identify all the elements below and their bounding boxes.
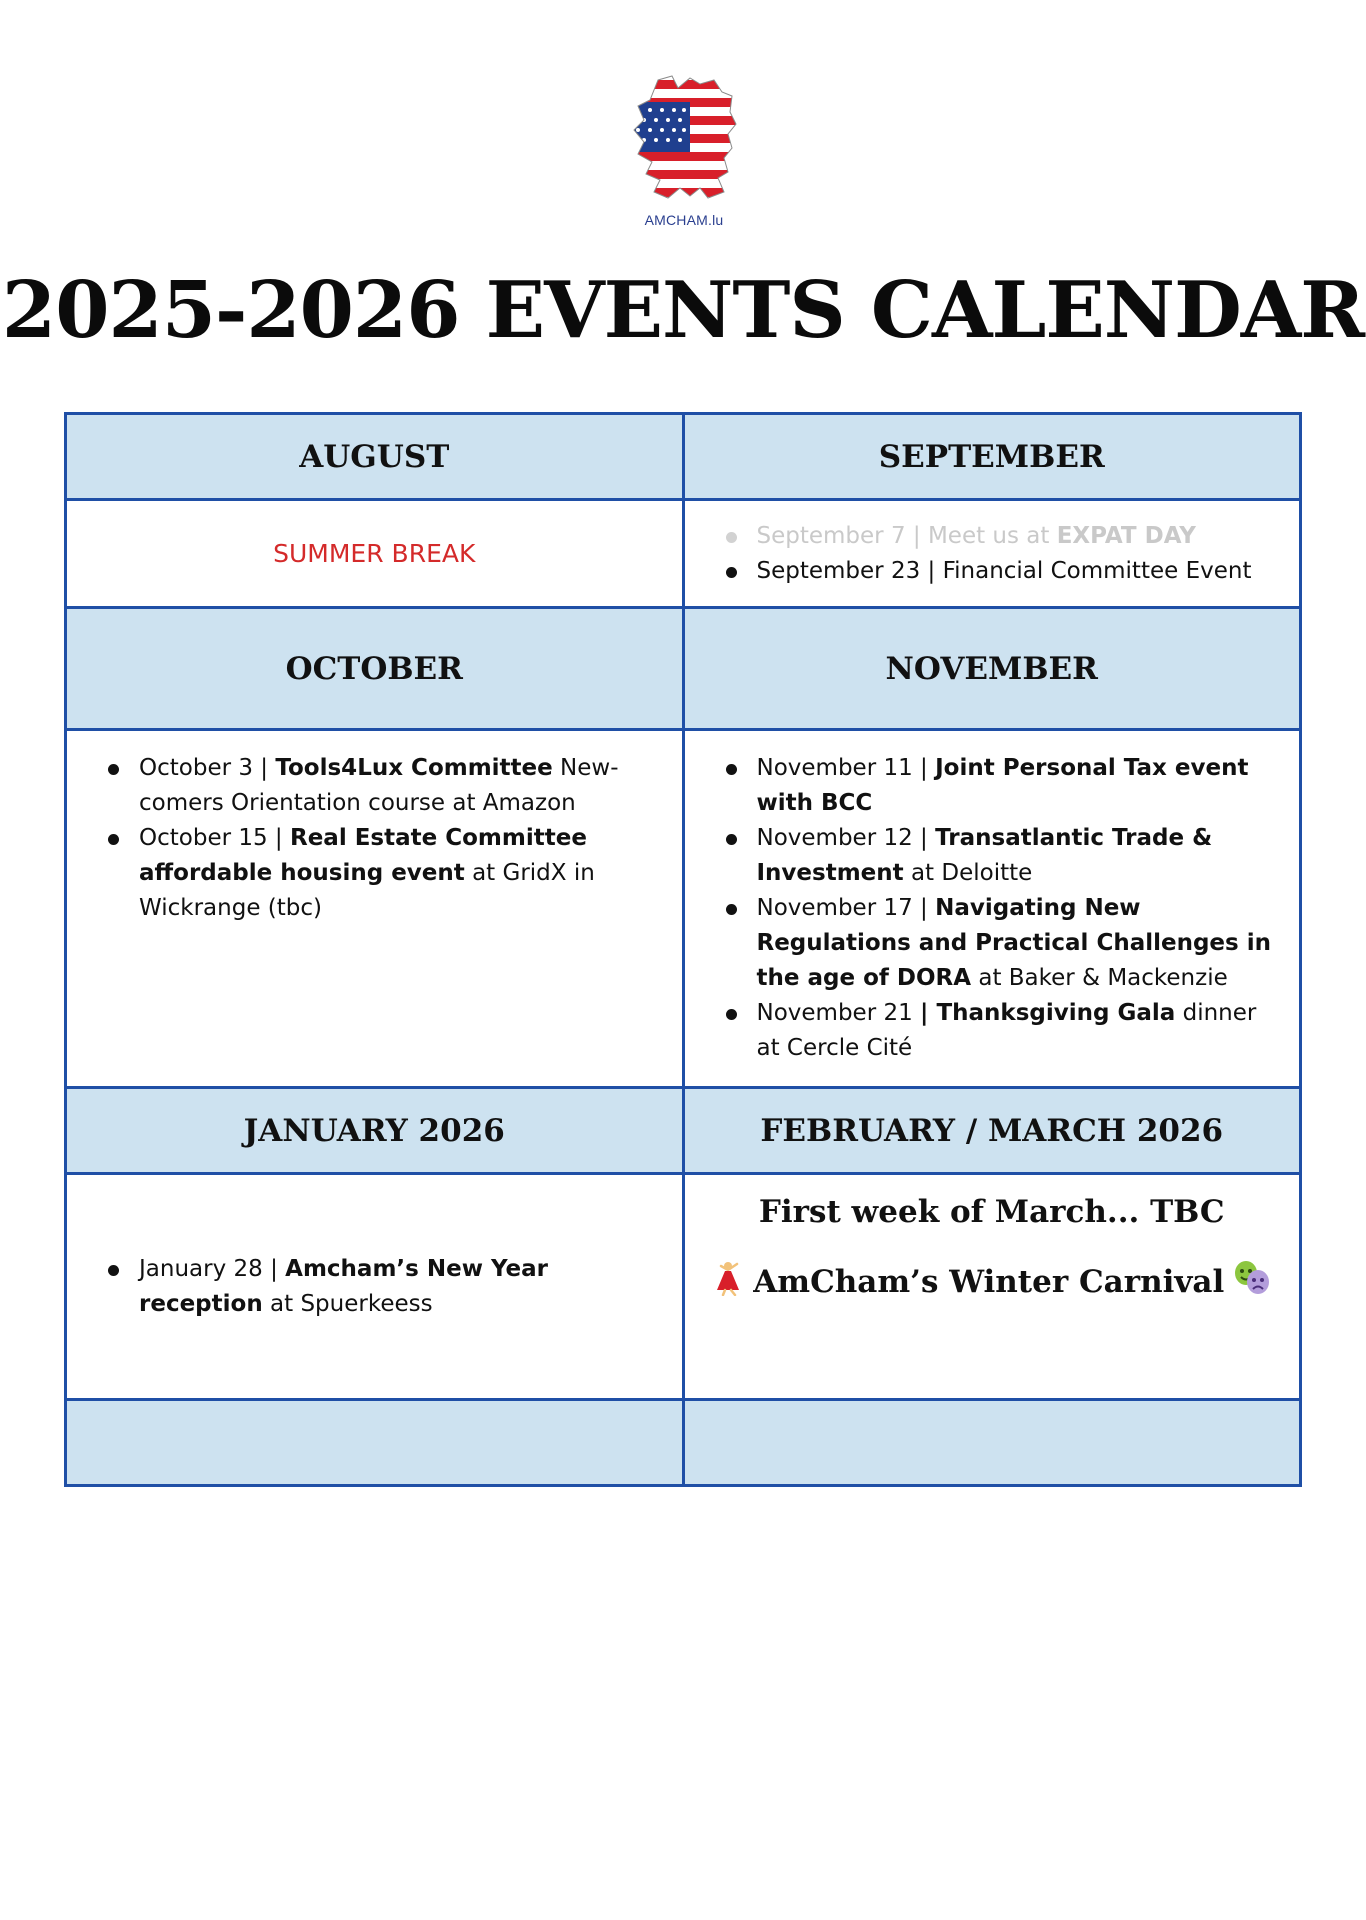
amcham-logo [628, 74, 740, 228]
list-item: November 12 | Transatlantic Trade & Investment at Deloitte [685, 821, 1300, 891]
header-november: NOVEMBER [683, 608, 1301, 730]
winter-carnival-line [685, 1260, 1300, 1304]
footer-row [66, 1400, 1301, 1486]
october-events [66, 730, 684, 1088]
august-summer-break: SUMMER BREAK [66, 500, 684, 608]
list-item: November 11 | Joint Personal Tax event with BCC [685, 751, 1300, 821]
list-item: November 17 | Navigating New Regulations and Practical Challenges in the age of DORA at Baker & Mackenzie [685, 891, 1300, 996]
page-title: 2025-2026 EVENTS CALENDAR [1, 265, 1365, 356]
theater-masks-icon [1232, 1260, 1272, 1304]
header-october: OCTOBER [66, 608, 684, 730]
header-row-aug-sep [66, 414, 1301, 500]
body-row-oct-nov [66, 730, 1301, 1088]
empty-footer-left [66, 1400, 684, 1486]
body-row-aug-sep [66, 500, 1301, 608]
january-events [66, 1174, 684, 1400]
list-item: October 15 | Real Estate Committee affordable housing event at GridX in Wickrange (tbc) [67, 821, 682, 926]
feb-march-events [683, 1174, 1301, 1400]
header-row-oct-nov [66, 608, 1301, 730]
list-item: September 23 | Financial Committee Event [685, 554, 1300, 589]
lion-flag-icon [628, 74, 740, 204]
dancer-icon [711, 1260, 745, 1304]
list-item: October 3 | Tools4Lux Committee New-comers Orientation course at Amazon [67, 751, 682, 821]
september-events [683, 500, 1301, 608]
list-item: September 7 | Meet us at EXPAT DAY [685, 519, 1300, 554]
header-january: JANUARY 2026 [66, 1088, 684, 1174]
header-september: SEPTEMBER [683, 414, 1301, 500]
header-feb-march: FEBRUARY / MARCH 2026 [683, 1088, 1301, 1174]
empty-footer-right [683, 1400, 1301, 1486]
march-tbc-text: First week of March... TBC [758, 1194, 1225, 1230]
body-row-jan-feb [66, 1174, 1301, 1400]
header-august: AUGUST [66, 414, 684, 500]
logo-caption: AMCHAM.lu [644, 212, 724, 228]
header-row-jan-feb [66, 1088, 1301, 1174]
november-events [683, 730, 1301, 1088]
events-calendar-table [64, 412, 1302, 1487]
list-item: November 21 | Thanksgiving Gala dinner at Cercle Cité [685, 996, 1300, 1066]
winter-carnival-text: AmCham’s Winter Carnival [753, 1263, 1225, 1300]
list-item: January 28 | Amcham’s New Year reception at Spuerkeess [67, 1252, 682, 1322]
